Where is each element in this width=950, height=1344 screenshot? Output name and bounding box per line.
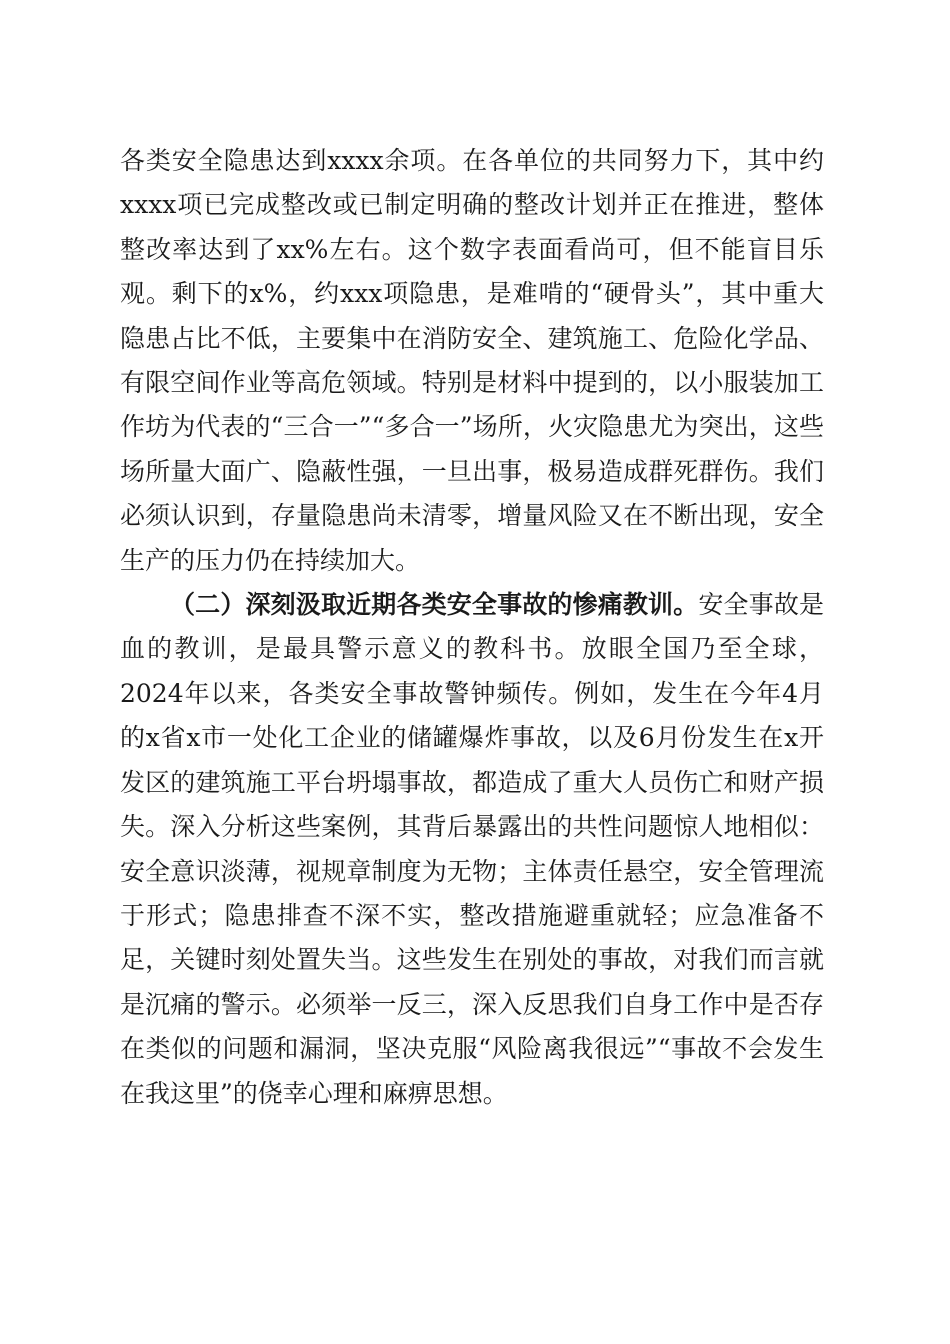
- paragraph-text: 安全事故是血的教训，是最具警示意义的教科书。放眼全国乃至全球，2024年以来，各类安全事故警钟频传。例如，发生在今年4月的x省x市一处化工企业的储罐爆炸事故，以及6月份发生在x开发区的建筑施工平台坍塌事故，都造成了重大人员伤亡和财产损失。深入分析这些案例，其背后暴露出的共性问题惊人地相似：安全意识淡薄，视规章制度为无物；主体责任悬空，安全管理流于形式；隐患排查不深不实，整改措施避重就轻；应急准备不足，关键时刻处置失当。这些发生在别处的事故，对我们而言就是沉痛的警示。必须举一反三，深入反思我们自身工作中是否存在类似的问题和漏洞，坚决克服“风险离我很远”“事故不会发生在我这里”的侥幸心理和麻痹思想。: [120, 590, 824, 1108]
- paragraph-continued: [120, 139, 824, 583]
- paragraph-text: 各类安全隐患达到xxxx余项。在各单位的共同努力下，其中约xxxx项已完成整改或已制定明确的整改计划并正在推进，整体整改率达到了xx%左右。这个数字表面看尚可，但不能盲目乐观。剩下的x%，约xxx项隐患，是难啃的“硬骨头”，其中重大隐患占比不低，主要集中在消防安全、建筑施工、危险化学品、有限空间作业等高危领域。特别是材料中提到的，以小服装加工作坊为代表的“三合一”“多合一”场所，火灾隐患尤为突出，这些场所量大面广、隐蔽性强，一旦出事，极易造成群死群伤。我们必须认识到，存量隐患尚未清零，增量风险又在不断出现，安全生产的压力仍在持续加大。: [120, 146, 824, 575]
- paragraph-section-two: [120, 583, 824, 1116]
- document-body: [120, 139, 824, 1116]
- section-heading: （二）深刻汲取近期各类安全事故的惨痛教训。: [170, 590, 699, 620]
